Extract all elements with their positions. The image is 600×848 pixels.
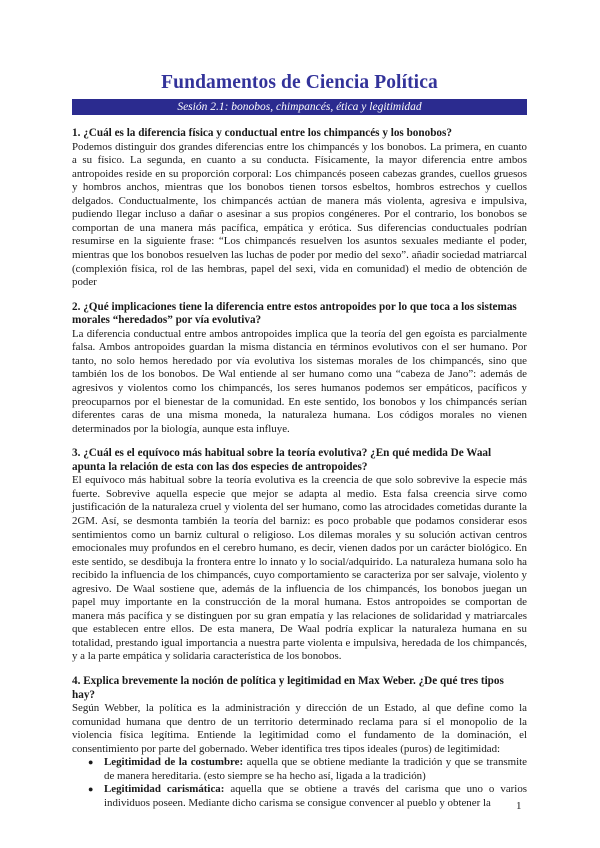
section-question-3	[72, 447, 527, 664]
document-title: Fundamentos de Ciencia Política	[161, 72, 438, 93]
answer-2-paragraph: La diferencia conductual entre ambos antropoides implica que la teoría del gen egoísta es parcialmente falsa. Ambos antropoides guardan la misma distancia en términos evolutivos con el ser humano. Por tanto, no solo hemos heredado por vía evolutiva los sistemas morales de los chimpancés, sino que también los de los bonobos. De Wal entiende al ser humano como una “cabeza de Jano”: además de agresivos y violentos como los chimpancés, los seres humanos podemos ser empáticos, pacíficos y preocuparnos por el bienestar de la comunidad. En este sentido, los bonobos y los chimpancés serían diferentes caras de una misma moneda, la naturaleza humana. Los códigos morales no vienen determinados por la biología, aunque esta influye.	[72, 327, 527, 435]
section-question-2	[72, 301, 527, 437]
legitimacy-types-list	[72, 756, 527, 810]
list-item-term: Legitimidad de la costumbre:	[104, 756, 244, 769]
question-1-heading: 1. ¿Cuál es la diferencia física y conductual entre los chimpancés y los bonobos?	[72, 127, 452, 139]
answer-4-paragraph: Según Webber, la política es la administración y dirección de un Estado, al que define como la comunidad humana que dentro de un territorio determinado reclama para sí el monopolio de la violencia física legítima. Entiende la legitimidad como el fundamento de la dominación, el consentimiento por parte del gobernado. Weber identifica tres tipos ideales (puros) de legitimidad:	[72, 702, 527, 755]
bullet-icon: ●	[88, 757, 94, 768]
answer-1-paragraph: Podemos distinguir dos grandes diferencias entre los chimpancés y los bonobos. La primera, en cuanto a su físico. La segunda, en cuanto a su conducta. Físicamente, la mayor diferencia entre ambos antropoides reside en su proporción corporal: Los chimpancés poseen cabezas grandes, cuellos gruesos y hombros anchos, mientras que los bonobos tienen torsos esbeltos, hombros estrechos y cuellos delgados. Conductualmente, los chimpancés actúan de manera más violenta, agresiva e impulsiva, pudiendo llegar incluso a dañar o asesinar a sus propios congéneres. Por el contrario, los bonobos se comportan de una manera más pacífica, empática y erótica. Sus diferencias conductuales podrían resumirse en la siguiente frase: “Los chimpancés resuelven los asuntos sexuales mediante el poder, mientras que los bonobos resuelven las luchas de poder por medio del sexo”. añadir sociedad matriarcal (complexión física, rol de las hembras, papel del sexi, vida en comunidad) el medio de obtención de poder	[72, 140, 527, 289]
question-4-heading: 4. Explica brevemente la noción de política y legitimidad en Max Weber. ¿De qué tres tipos hay?	[72, 675, 504, 701]
list-item-text: aquella que se obtiene mediante la tradición y que se transmite de manera hereditaria. (esto siempre se ha hecho así, ligada a la tradición)	[104, 756, 527, 782]
document-page	[72, 72, 527, 822]
list-item	[88, 783, 528, 810]
question-3-heading: 3. ¿Cuál es el equívoco más habitual sobre la teoría evolutiva? ¿En qué medida De Waal apunta la relación de esta con las dos especies de antropoides?	[72, 447, 492, 473]
answer-3-paragraph: El equívoco más habitual sobre la teoría evolutiva es la creencia de que solo sobrevive la especie más fuerte. Sobrevive aquella especie que mejor se adapta al medio. Esta falsa creencia sirve como justificación de la naturaleza cruel y violenta del ser humano, como las atrocidades cometidas durante la 2GM. Así, se desmonta también la teoría del barniz: es poco probable que podamos considerar esos sentimientos como un barniz cultural o religioso. Los dilemas morales y su solución activan centros emocionales muy profundos en el cerebro humano, es decir, vienen dados por un carácter biológico. En este sentido, se desdibuja la frontera entre lo innato y lo social/adquirido. La naturaleza humana solo ha recibido la influencia de los chimpancés, cuyo comportamiento se caracteriza por ser salvaje, violento y agresivo. De Waal sostiene que, además de la influencia de los chimpancés, los bonobos juegan un papel muy importante en la construcción de la moral humana. Estos antropoides se comportan de manera más pacífica y se distinguen por su gran empatía y las relaciones de solidaridad y matriarcales que establecen entre ellos. De esta manera, De Waal podría explicar la naturaleza humana en su totalidad, prestando igual importancia a nuestra parte violenta e impulsiva, heredada de los chimpancés, y a la parte empática y solidaria característica de los bonobos.	[72, 474, 527, 663]
section-question-1	[72, 127, 527, 290]
bullet-icon: ●	[88, 784, 94, 795]
session-subtitle-bar: Sesión 2.1: bonobos, chimpancés, ética y legitimidad	[72, 99, 527, 115]
page-number: 1	[516, 800, 522, 812]
list-item	[88, 756, 527, 783]
question-2-heading: 2. ¿Qué implicaciones tiene la diferencia entre estos antropoides por lo que toca a los sistemas morales “heredados” por vía evolutiva?	[72, 300, 517, 327]
list-item-text: aquella que se obtiene a través del carisma que uno o varios individuos poseen. Mediante dicho carisma se consigue convencer al pueblo y obtener la	[104, 783, 528, 810]
list-item-term: Legitimidad carismática:	[104, 783, 225, 796]
section-question-4	[72, 675, 527, 811]
